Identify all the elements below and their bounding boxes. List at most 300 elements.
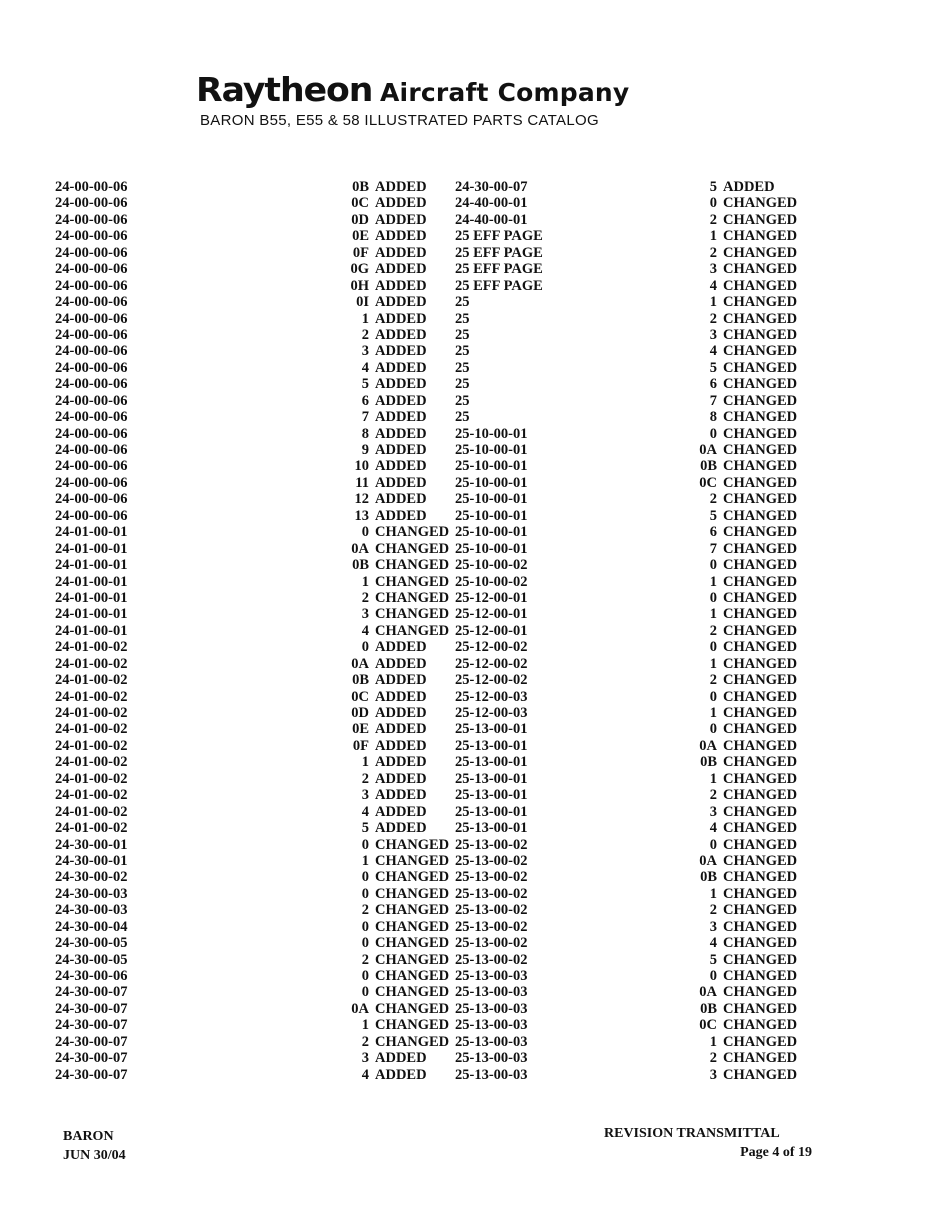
page-number-cell: 6: [709, 524, 717, 541]
revision-row: [455, 754, 835, 770]
page-number-cell: 0A: [351, 655, 369, 672]
revision-row: [55, 754, 435, 770]
change-status: CHANGED: [723, 885, 798, 902]
change-status: CHANGED: [723, 195, 798, 212]
revision-row: [455, 311, 835, 327]
revision-row: [55, 656, 435, 672]
change-status: CHANGED: [723, 655, 798, 672]
chapter-ref: 25-12-00-02: [455, 655, 528, 672]
change-status: ADDED: [375, 244, 427, 261]
change-status: CHANGED: [723, 688, 798, 705]
page-number-cell: 6: [709, 376, 717, 393]
page-number-cell: 2: [709, 787, 717, 804]
change-status: ADDED: [375, 261, 427, 278]
change-status: CHANGED: [723, 622, 798, 639]
page-number-cell: 2: [361, 951, 369, 968]
revision-row: [55, 787, 435, 803]
page-number-cell: 2: [709, 1050, 717, 1067]
revision-row: [55, 491, 435, 507]
page-number-cell: 0E: [352, 228, 369, 245]
page-number-cell: 5: [709, 507, 717, 524]
change-status: ADDED: [375, 310, 427, 327]
chapter-ref: 25-13-00-02: [455, 918, 528, 935]
change-status: CHANGED: [723, 359, 798, 376]
page-number-cell: 0B: [352, 672, 369, 689]
chapter-ref: 25-13-00-03: [455, 1017, 528, 1034]
change-status: CHANGED: [723, 326, 798, 343]
change-status: CHANGED: [723, 787, 798, 804]
change-status: CHANGED: [375, 540, 450, 557]
chapter-ref: 24-00-00-06: [55, 261, 128, 278]
revision-row: [455, 360, 835, 376]
chapter-ref: 25-13-00-03: [455, 1050, 528, 1067]
change-status: CHANGED: [723, 524, 798, 541]
revision-row: [55, 951, 450, 968]
change-status: CHANGED: [723, 705, 798, 721]
chapter-ref: 25-13-00-03: [455, 1000, 528, 1017]
chapter-ref: 25-13-00-01: [455, 737, 528, 754]
change-status: ADDED: [375, 392, 427, 409]
revision-row: [455, 409, 835, 425]
page-number-cell: 0: [361, 836, 369, 853]
revision-row: [55, 343, 435, 359]
chapter-ref: 25-13-00-01: [455, 721, 528, 738]
revision-row: [55, 327, 435, 343]
change-status: CHANGED: [723, 343, 798, 360]
revision-row: [455, 656, 835, 672]
chapter-ref: 25-10-00-01: [455, 507, 528, 524]
chapter-ref: 24-40-00-01: [455, 211, 528, 228]
catalog-subtitle: BARON B55, E55 & 58 ILLUSTRATED PARTS CATALOG: [200, 112, 599, 129]
chapter-ref: 24-30-00-01: [55, 852, 128, 869]
revision-row: [455, 442, 835, 458]
change-status: ADDED: [375, 770, 427, 787]
page-number-cell: 0: [361, 918, 369, 935]
change-status: CHANGED: [723, 754, 798, 771]
page-number-cell: 0B: [352, 179, 369, 195]
page-number-cell: 0A: [699, 852, 717, 869]
page-number-cell: 0A: [351, 1000, 369, 1017]
revision-row: [455, 771, 835, 787]
page-number-cell: 0: [361, 639, 369, 656]
change-status: CHANGED: [723, 507, 798, 524]
revision-row: [55, 836, 450, 853]
change-status: CHANGED: [723, 277, 798, 294]
change-status: CHANGED: [723, 968, 798, 984]
revision-row: [55, 245, 435, 261]
change-status: ADDED: [375, 1066, 427, 1083]
page-number-cell: 1: [709, 705, 717, 721]
change-status: ADDED: [375, 688, 427, 705]
revision-row: [55, 705, 435, 721]
chapter-ref: 24-01-00-01: [55, 622, 128, 639]
change-status: ADDED: [375, 639, 427, 656]
change-status: CHANGED: [723, 721, 798, 738]
change-status: CHANGED: [375, 869, 450, 886]
change-status: CHANGED: [375, 622, 450, 639]
chapter-ref: 24-00-00-06: [55, 195, 128, 212]
change-status: ADDED: [375, 491, 427, 508]
chapter-ref: 25: [455, 310, 470, 327]
page-number-cell: 12: [354, 491, 369, 508]
chapter-ref: 25: [455, 359, 470, 376]
page-number-cell: 0A: [699, 737, 717, 754]
revision-row: [455, 261, 835, 277]
change-status: ADDED: [375, 179, 427, 195]
page-number-cell: 1: [361, 573, 369, 590]
change-status: CHANGED: [375, 1033, 450, 1050]
page-number-cell: 2: [709, 491, 717, 508]
change-status: ADDED: [375, 474, 427, 491]
chapter-ref: 24-30-00-04: [55, 918, 128, 935]
chapter-ref: 24-01-00-01: [55, 606, 128, 623]
company-logo: [196, 70, 656, 110]
chapter-ref: 25-12-00-01: [455, 589, 528, 606]
change-status: CHANGED: [723, 392, 798, 409]
chapter-ref: 25-13-00-03: [455, 1066, 528, 1083]
chapter-ref: 25-13-00-01: [455, 787, 528, 804]
change-status: ADDED: [375, 705, 427, 721]
revision-row: [55, 622, 450, 639]
page-number-cell: 0F: [352, 737, 369, 754]
change-status: ADDED: [375, 376, 427, 393]
revision-row: [455, 228, 835, 244]
chapter-ref: 24-01-00-02: [55, 770, 128, 787]
change-status: ADDED: [375, 458, 427, 475]
page-number-cell: 1: [709, 1033, 717, 1050]
chapter-ref: 25: [455, 392, 470, 409]
revision-row: [455, 179, 835, 195]
change-status: CHANGED: [375, 968, 450, 984]
revision-row: [55, 738, 435, 754]
page-number-cell: 0D: [351, 211, 369, 228]
brand-name: Raytheon: [196, 70, 373, 109]
chapter-ref: 24-30-00-02: [55, 869, 128, 886]
chapter-ref: 24-00-00-06: [55, 228, 128, 245]
page-number-cell: 2: [361, 770, 369, 787]
revision-row: [55, 1050, 435, 1066]
chapter-ref: 25 EFF PAGE: [455, 244, 543, 261]
revision-row: [455, 508, 835, 524]
chapter-ref: 24-01-00-02: [55, 721, 128, 738]
page-number-cell: 3: [709, 261, 717, 278]
revision-row: [55, 179, 435, 195]
chapter-ref: 24-00-00-06: [55, 458, 128, 475]
chapter-ref: 24-01-00-01: [55, 573, 128, 590]
change-status: CHANGED: [375, 852, 450, 869]
chapter-ref: 24-00-00-06: [55, 310, 128, 327]
page-number-cell: 0C: [351, 195, 369, 212]
revision-row: [55, 672, 435, 688]
chapter-ref: 25: [455, 294, 470, 311]
page-number-cell: 3: [361, 606, 369, 623]
page-number-cell: 1: [709, 770, 717, 787]
chapter-ref: 25: [455, 326, 470, 343]
revision-row: [455, 869, 835, 885]
footer-right: [604, 1124, 812, 1162]
chapter-ref: 25-13-00-01: [455, 770, 528, 787]
page-number-cell: 0D: [351, 705, 369, 721]
page-number-cell: 1: [361, 754, 369, 771]
revision-row: [55, 360, 435, 376]
change-status: ADDED: [375, 425, 427, 442]
change-status: ADDED: [375, 820, 427, 837]
chapter-ref: 25-10-00-01: [455, 458, 528, 475]
change-status: CHANGED: [375, 1000, 450, 1017]
page-number-cell: 0C: [699, 474, 717, 491]
change-status: CHANGED: [723, 540, 798, 557]
chapter-ref: 25-13-00-02: [455, 935, 528, 952]
revision-row: [455, 590, 835, 606]
change-status: CHANGED: [375, 984, 450, 1001]
page-number-cell: 0G: [350, 261, 369, 278]
chapter-ref: 24-00-00-06: [55, 474, 128, 491]
revision-row: [455, 343, 835, 359]
chapter-ref: 24-01-00-02: [55, 655, 128, 672]
change-status: CHANGED: [723, 918, 798, 935]
revision-row: [455, 804, 835, 820]
revision-row: [455, 837, 835, 853]
chapter-ref: 25-13-00-01: [455, 820, 528, 837]
change-status: CHANGED: [723, 211, 798, 228]
change-status: CHANGED: [375, 606, 450, 623]
revision-row: [55, 294, 435, 310]
chapter-ref: 24-00-00-06: [55, 491, 128, 508]
chapter-ref: 24-30-00-07: [55, 1066, 128, 1083]
chapter-ref: 25-12-00-01: [455, 622, 528, 639]
page-number-cell: 0: [709, 688, 717, 705]
change-status: CHANGED: [375, 885, 450, 902]
chapter-ref: 24-40-00-01: [455, 195, 528, 212]
change-status: CHANGED: [375, 524, 450, 541]
revision-row: [55, 409, 435, 425]
change-status: CHANGED: [723, 852, 798, 869]
revision-row: [55, 1067, 435, 1083]
change-status: CHANGED: [375, 951, 450, 968]
change-status: CHANGED: [375, 557, 450, 574]
document-header: [196, 70, 656, 129]
page-number-cell: 10: [354, 458, 369, 475]
page-number-cell: 7: [709, 392, 717, 409]
chapter-ref: 25-13-00-01: [455, 754, 528, 771]
revision-row: [55, 195, 435, 211]
revision-row: [455, 1067, 835, 1083]
change-status: ADDED: [375, 359, 427, 376]
company-name: Aircraft Company: [380, 78, 630, 107]
change-status: CHANGED: [723, 294, 798, 311]
change-status: CHANGED: [723, 261, 798, 278]
change-status: CHANGED: [723, 310, 798, 327]
change-status: ADDED: [375, 655, 427, 672]
chapter-ref: 24-00-00-06: [55, 507, 128, 524]
change-status: CHANGED: [723, 672, 798, 689]
chapter-ref: 25-10-00-01: [455, 540, 528, 557]
chapter-ref: 25-12-00-03: [455, 705, 528, 721]
page-number-cell: 0H: [350, 277, 369, 294]
page-number-cell: 0: [709, 589, 717, 606]
page-number-cell: 0B: [700, 458, 717, 475]
page-number-cell: 3: [361, 1050, 369, 1067]
page-number-cell: 2: [361, 589, 369, 606]
revision-row: [55, 1017, 450, 1034]
footer-left: [63, 1127, 126, 1165]
chapter-ref: 25-13-00-03: [455, 984, 528, 1001]
change-status: CHANGED: [723, 1050, 798, 1067]
chapter-ref: 24-00-00-06: [55, 326, 128, 343]
revision-row: [55, 475, 435, 491]
page-number-cell: 1: [709, 885, 717, 902]
chapter-ref: 24-01-00-02: [55, 688, 128, 705]
chapter-ref: 25-10-00-01: [455, 442, 528, 458]
chapter-ref: 24-30-00-07: [55, 984, 128, 1001]
page-number-cell: 4: [361, 1066, 369, 1083]
chapter-ref: 25-12-00-03: [455, 688, 528, 705]
change-status: CHANGED: [723, 1066, 798, 1083]
page-number-cell: 0: [361, 885, 369, 902]
revision-row: [455, 606, 835, 622]
page-number-cell: 2: [709, 622, 717, 639]
change-status: CHANGED: [723, 951, 798, 968]
revision-row: [455, 639, 835, 655]
page-number-cell: 1: [361, 1017, 369, 1034]
chapter-ref: 24-00-00-06: [55, 244, 128, 261]
page-number-cell: 4: [709, 820, 717, 837]
revision-row: [55, 968, 450, 984]
change-status: ADDED: [375, 343, 427, 360]
chapter-ref: 25-13-00-02: [455, 885, 528, 902]
chapter-ref: 25: [455, 376, 470, 393]
revision-row: [55, 393, 435, 409]
revision-row: [455, 1017, 835, 1033]
change-status: CHANGED: [375, 918, 450, 935]
chapter-ref: 24-00-00-06: [55, 409, 128, 426]
change-status: CHANGED: [723, 409, 798, 426]
page-number-cell: 2: [709, 902, 717, 919]
page-number-cell: 1: [709, 294, 717, 311]
page-number-cell: 0B: [700, 1000, 717, 1017]
page-number-cell: 0: [709, 557, 717, 574]
revision-row: [455, 886, 835, 902]
page-number-cell: 7: [361, 409, 369, 426]
revision-row: [55, 261, 435, 277]
change-status: CHANGED: [723, 1033, 798, 1050]
chapter-ref: 25-10-00-02: [455, 557, 528, 574]
chapter-ref: 25-13-00-03: [455, 968, 528, 984]
chapter-ref: 24-30-00-07: [55, 1050, 128, 1067]
chapter-ref: 25-10-00-01: [455, 524, 528, 541]
page-number-cell: 13: [354, 507, 369, 524]
revision-row: [455, 458, 835, 474]
revision-row: [455, 1001, 835, 1017]
chapter-ref: 25-10-00-01: [455, 474, 528, 491]
change-status: CHANGED: [723, 869, 798, 886]
revision-row: [455, 278, 835, 294]
revision-row: [455, 294, 835, 310]
revision-row: [455, 376, 835, 392]
page-number-cell: 8: [709, 409, 717, 426]
chapter-ref: 24-01-00-02: [55, 754, 128, 771]
change-status: ADDED: [375, 195, 427, 212]
revision-row: [55, 311, 435, 327]
chapter-ref: 24-01-00-01: [55, 540, 128, 557]
change-status: CHANGED: [723, 606, 798, 623]
page-number-cell: 0C: [351, 688, 369, 705]
revision-row: [455, 935, 835, 951]
page-number: Page 4 of 19: [740, 1145, 812, 1160]
revision-row: [455, 475, 835, 491]
change-status: CHANGED: [723, 425, 798, 442]
chapter-ref: 24-00-00-06: [55, 179, 128, 195]
change-status: ADDED: [375, 754, 427, 771]
chapter-ref: 25 EFF PAGE: [455, 228, 543, 245]
revision-row: [455, 393, 835, 409]
change-status: CHANGED: [723, 639, 798, 656]
page-number-cell: 0: [709, 639, 717, 656]
change-status: CHANGED: [723, 770, 798, 787]
page-number-cell: 5: [361, 820, 369, 837]
revision-row: [55, 771, 435, 787]
revision-row: [55, 820, 435, 836]
chapter-ref: 24-30-00-06: [55, 968, 128, 984]
change-status: CHANGED: [375, 589, 450, 606]
change-status: ADDED: [375, 787, 427, 804]
chapter-ref: 24-01-00-02: [55, 820, 128, 837]
page-number-cell: 0: [361, 524, 369, 541]
chapter-ref: 24-00-00-06: [55, 359, 128, 376]
revision-row: [55, 1000, 450, 1017]
page-number-cell: 1: [361, 310, 369, 327]
revision-row: [455, 524, 835, 540]
revision-row: [55, 589, 450, 606]
chapter-ref: 24-00-00-06: [55, 294, 128, 311]
revision-row: [55, 885, 450, 902]
revision-row: [455, 820, 835, 836]
change-status: ADDED: [375, 326, 427, 343]
page-number-cell: 5: [709, 179, 717, 195]
revision-row: [455, 623, 835, 639]
page-number-cell: 0I: [356, 294, 369, 311]
page-number-cell: 3: [709, 918, 717, 935]
change-status: ADDED: [375, 228, 427, 245]
page-number-cell: 0A: [699, 984, 717, 1001]
change-status: ADDED: [375, 442, 427, 458]
revision-row: [55, 228, 435, 244]
chapter-ref: 25-13-00-01: [455, 803, 528, 820]
revision-row: [455, 1050, 835, 1066]
page-number-cell: 2: [361, 1033, 369, 1050]
page-number-cell: 4: [361, 803, 369, 820]
change-status: CHANGED: [723, 1000, 798, 1017]
change-status: CHANGED: [723, 589, 798, 606]
page-number-cell: 4: [709, 935, 717, 952]
page-number-cell: 5: [361, 376, 369, 393]
page-number-cell: 1: [709, 655, 717, 672]
revision-row: [55, 852, 450, 869]
footer-model: BARON: [63, 1129, 114, 1144]
chapter-ref: 24-30-00-05: [55, 935, 128, 952]
page-number-cell: 0F: [352, 244, 369, 261]
chapter-ref: 25-13-00-03: [455, 1033, 528, 1050]
change-status: ADDED: [375, 672, 427, 689]
revision-row: [55, 278, 435, 294]
chapter-ref: 24-30-00-05: [55, 951, 128, 968]
revision-row: [455, 212, 835, 228]
chapter-ref: 25-13-00-02: [455, 951, 528, 968]
page-number-cell: 0A: [699, 442, 717, 458]
chapter-ref: 24-01-00-01: [55, 557, 128, 574]
revision-row: [455, 738, 835, 754]
page-number-cell: 0: [709, 968, 717, 984]
